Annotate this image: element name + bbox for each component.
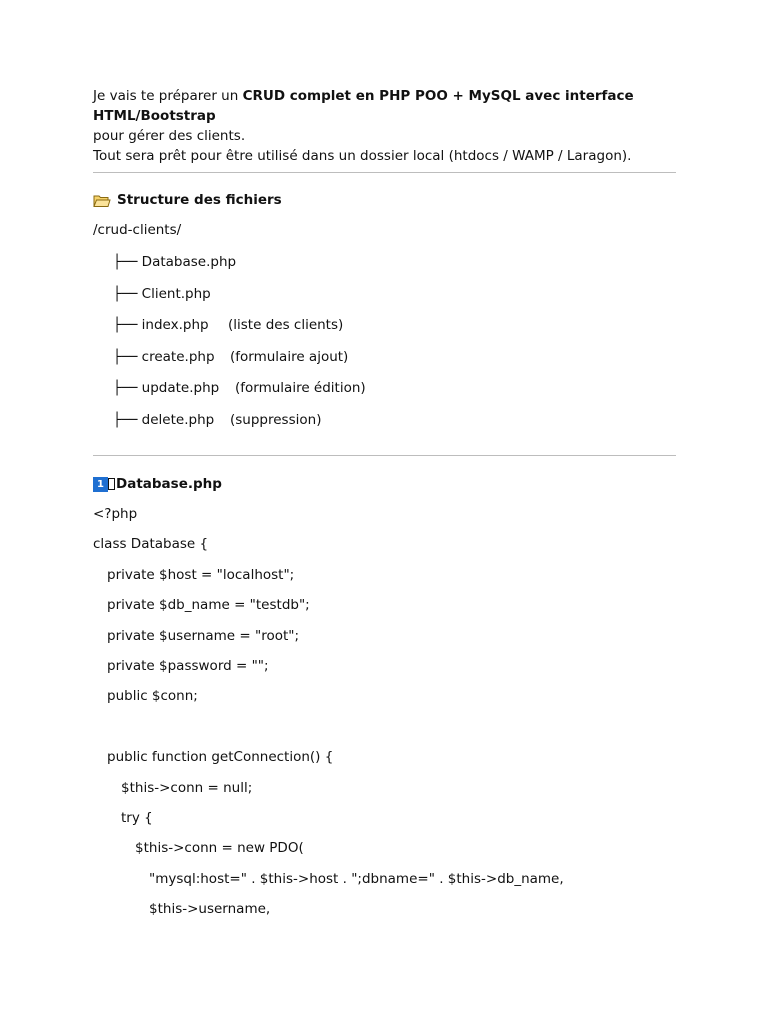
intro-paragraph xyxy=(93,86,676,166)
tree-item-name: ├── create.php xyxy=(113,348,215,365)
keycap-one-icon: 1 xyxy=(93,477,108,492)
tree-item-name: ├── index.php xyxy=(113,317,209,334)
code-line: try { xyxy=(121,810,153,826)
code-line: public $conn; xyxy=(107,688,198,705)
tree-item-name: ├── Client.php xyxy=(113,285,211,302)
tree-item-comment: (formulaire ajout) xyxy=(230,348,349,365)
tree-item-comment: (formulaire édition) xyxy=(235,380,366,397)
code-line: <?php xyxy=(93,506,138,522)
tree-item-name: ├── Database.php xyxy=(113,254,237,270)
code-line: $this->conn = new PDO( xyxy=(135,840,304,857)
database-title: Database.php xyxy=(116,476,222,492)
code-line: "mysql:host=" . $this->host . ";dbname=" . $this->db_name, xyxy=(149,870,564,887)
intro-line2: pour gérer des clients. xyxy=(93,128,246,144)
tree-item xyxy=(113,315,209,335)
tree-root: /crud-clients/ xyxy=(93,222,182,238)
code-line: private $db_name = "testdb"; xyxy=(107,597,310,614)
structure-heading xyxy=(93,190,282,210)
document-page xyxy=(93,86,676,166)
tree-item-comment: (liste des clients) xyxy=(228,317,344,334)
tree-item-name: ├── update.php xyxy=(113,380,220,397)
code-line: $this->conn = null; xyxy=(121,779,253,796)
tree-item-name: ├── delete.php xyxy=(113,412,215,428)
code-line: private $password = ""; xyxy=(107,658,269,674)
code-line: private $username = "root"; xyxy=(107,627,300,644)
box-glyph-icon xyxy=(108,478,115,490)
code-line: class Database { xyxy=(93,536,209,553)
tree-item xyxy=(113,378,219,398)
tree-item xyxy=(113,284,211,304)
intro-line1-text: Je vais te préparer un xyxy=(93,88,243,104)
database-heading xyxy=(93,474,222,494)
folder-icon xyxy=(93,194,111,207)
intro-line1-bold: CRUD complet en PHP POO + MySQL avec interface HTML/Bootstrap xyxy=(93,88,634,124)
tree-item xyxy=(113,410,214,430)
intro-line3: Tout sera prêt pour être utilisé dans un dossier local (htdocs / WAMP / Laragon). xyxy=(93,148,632,164)
structure-title: Structure des fichiers xyxy=(117,192,282,208)
code-line: public function getConnection() { xyxy=(107,749,334,766)
tree-item xyxy=(113,252,236,272)
tree-item-comment: (suppression) xyxy=(230,412,322,428)
divider-2 xyxy=(93,455,676,456)
code-line: $this->username, xyxy=(149,901,271,918)
tree-item xyxy=(113,347,215,367)
code-line: private $host = "localhost"; xyxy=(107,566,295,583)
divider-1 xyxy=(93,172,676,173)
